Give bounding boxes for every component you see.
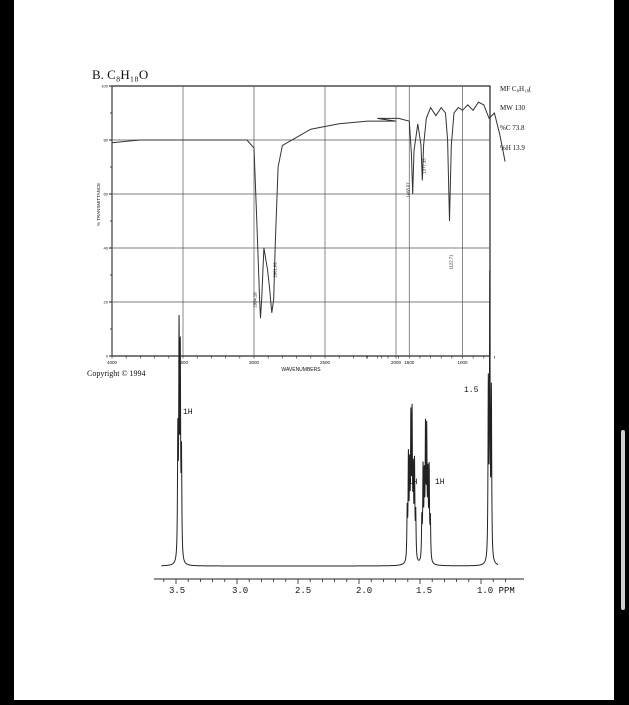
compound-info [500, 85, 532, 152]
integration-label: 1H [435, 478, 445, 487]
info-hydrogen: %H 13.9 [500, 144, 525, 152]
nmr-integrations [183, 386, 479, 487]
nmr-spectrum-line [161, 270, 498, 566]
ir-y-tick-label: 40 [103, 245, 108, 251]
integration-label: 1.5 [464, 386, 479, 395]
spectrum-sheet [14, 0, 614, 700]
ir-peak-label: 1468.07 [405, 182, 411, 198]
ir-x-axis-label: WAVENUMBERS [281, 367, 321, 373]
nmr-tick-label: 3.0 [232, 586, 249, 596]
ir-y-axis-label: % TRANSMITTANCE [96, 182, 101, 226]
ir-x-tick-label: 3000 [248, 360, 260, 365]
info-mf: MF C₈H₁₈( [500, 85, 532, 93]
ir-y-tick-label: 80 [103, 137, 108, 143]
ir-y-tick-label: 0 [105, 353, 108, 359]
ir-peak-labels [253, 158, 454, 308]
copyright-text: Copyright © 1994 [87, 369, 146, 378]
scrollbar[interactable] [621, 430, 625, 610]
nmr-tick-label: 1.0 PPM [477, 586, 515, 596]
ir-grid [112, 86, 490, 356]
ir-peak-label: 2861.09 [272, 262, 278, 278]
nmr-ticks [164, 579, 506, 584]
nmr-tick-label: 2.5 [295, 586, 312, 596]
ir-x-tick-label: 2000 [390, 360, 402, 365]
ir-y-tick-label: 100 [101, 83, 108, 89]
info-mw: MW 130 [500, 104, 525, 112]
nmr-tick-labels [169, 586, 515, 596]
nmr-tick-label: 2.0 [356, 586, 373, 596]
ir-x-tick-label: 1500 [404, 360, 415, 365]
ir-x-ticks [105, 353, 494, 365]
ir-x-tick-label: 3500 [177, 360, 189, 365]
nmr-tick-label: 3.5 [169, 586, 186, 596]
nmr-tick-label: 1.5 [416, 586, 433, 596]
ir-plot-frame [112, 86, 490, 356]
integration-label: 1H [183, 408, 193, 417]
spectra-figure [14, 0, 614, 700]
compound-label: B. C₈H₁₈O [92, 67, 149, 82]
integration-label: 1H [408, 478, 418, 487]
ir-x-tick-label: 2500 [319, 360, 331, 365]
ir-y-tick-label: 20 [103, 299, 108, 305]
ir-peak-label: 2954.18 [252, 292, 258, 308]
ir-y-ticks [101, 84, 112, 359]
ir-spectrum-line [112, 102, 505, 318]
ir-peak-label: 1377.35 [421, 158, 427, 174]
ir-peak-label: 1122.71 [448, 254, 454, 270]
info-carbon: %C 73.8 [500, 124, 525, 132]
ir-y-tick-label: 60 [103, 191, 108, 197]
ir-x-tick-label: 4000 [106, 360, 118, 365]
ir-x-tick-label: 1000 [457, 360, 468, 365]
